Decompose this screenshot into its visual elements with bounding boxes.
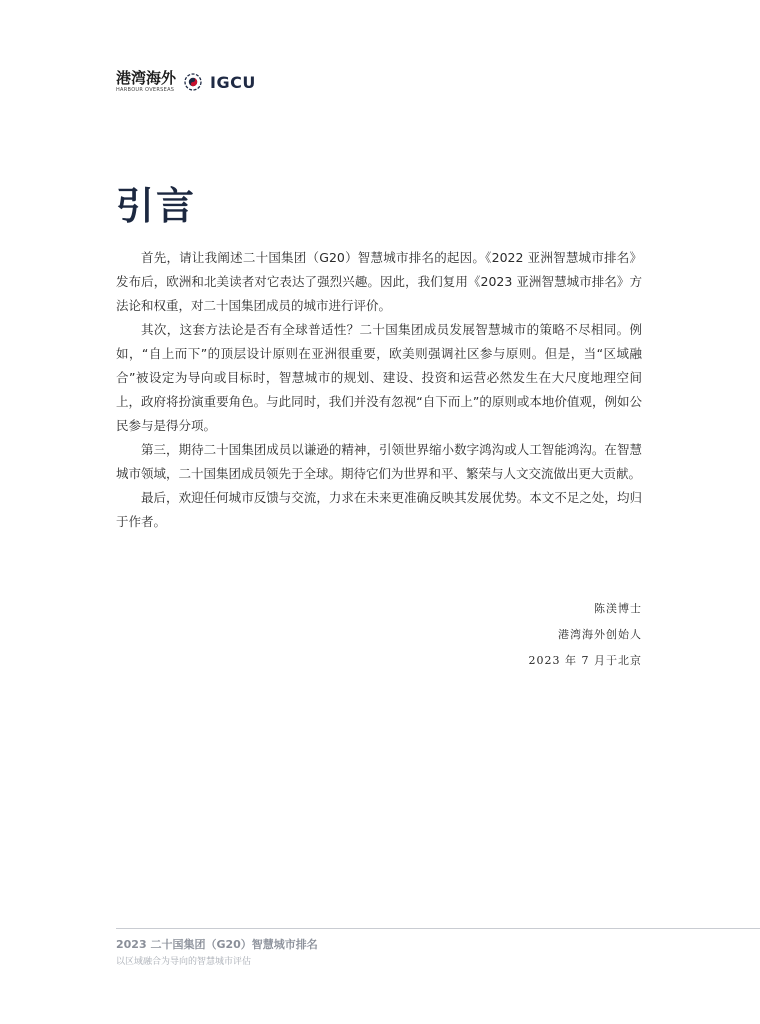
footer-divider bbox=[116, 928, 760, 929]
page-title: 引言 bbox=[116, 184, 197, 228]
brand-cn-subtitle: HARBOUR OVERSEAS bbox=[116, 87, 175, 93]
footer-subtitle: 以区域融合为导向的智慧城市评估 bbox=[116, 957, 252, 967]
paragraph-4: 最后，欢迎任何城市反馈与交流，力求在未来更准确反映其发展优势。本文不足之处，均归于作者。 bbox=[116, 490, 642, 529]
signature-block bbox=[529, 596, 642, 674]
igcu-wordmark: IGCU bbox=[210, 72, 256, 92]
footer bbox=[116, 937, 318, 969]
brand-cn-title: 港湾海外 bbox=[116, 69, 177, 87]
paragraph-1: 首先，请让我阐述二十国集团（G20）智慧城市排名的起因。《2022 亚洲智慧城市排名》发布后，欧洲和北美读者对它表达了强烈兴趣。因此，我们复用《2023 亚洲智慧城市排名》方法论和权重，对二十国集团成员的城市进行评价。 bbox=[116, 250, 642, 313]
author-name: 陈渼博士 bbox=[594, 602, 642, 615]
igcu-emblem-icon bbox=[184, 73, 202, 91]
intro-body bbox=[116, 246, 642, 534]
header-logos bbox=[116, 70, 256, 94]
signature-date: 2023 年 7 月于北京 bbox=[528, 654, 642, 667]
footer-title: 2023 二十国集团（G20）智慧城市排名 bbox=[116, 938, 318, 951]
paragraph-3: 第三，期待二十国集团成员以谦逊的精神，引领世界缩小数字鸿沟或人工智能鸿沟。在智慧城市领域，二十国集团成员领先于全球。期待它们为世界和平、繁荣与人文交流做出更大贡献。 bbox=[116, 442, 642, 481]
harbour-overseas-logo bbox=[116, 70, 176, 94]
author-role: 港湾海外创始人 bbox=[558, 628, 642, 641]
paragraph-2: 其次，这套方法论是否有全球普适性？二十国集团成员发展智慧城市的策略不尽相同。例如，“自上而下”的顶层设计原则在亚洲很重要，欧美则强调社区参与原则。但是，当“区域融合”被设定为导向或目标时，智慧城市的规划、建设、投资和运营必然发生在大尺度地理空间上，政府将扮演重要角色。与此同时，我们并没有忽视“自下而上”的原则或本地价值观，例如公民参与是得分项。 bbox=[116, 322, 642, 433]
